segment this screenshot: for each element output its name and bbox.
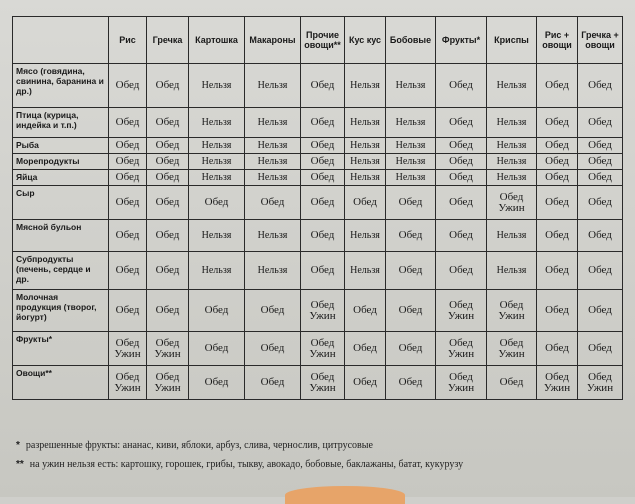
table-cell: Нельзя (245, 64, 301, 108)
table-cell: Обед (578, 108, 623, 138)
header-cell: Картошка (189, 17, 245, 64)
header-cell: Гречка (147, 17, 189, 64)
table-cell: Обед (109, 186, 147, 220)
table-cell: Обед (301, 252, 345, 290)
table-cell: Обед (386, 290, 436, 332)
table-cell: Обед (301, 220, 345, 252)
table-cell: Обед Ужин (436, 332, 487, 366)
table-cell: Нельзя (189, 170, 245, 186)
table-cell: Обед (109, 220, 147, 252)
table-cell: Нельзя (345, 220, 386, 252)
table-cell: Обед (578, 332, 623, 366)
table-cell: Обед (189, 290, 245, 332)
row-label: Мясной бульон (13, 220, 109, 252)
table-cell: Обед (345, 366, 386, 400)
table-cell: Обед (245, 290, 301, 332)
table-cell: Нельзя (189, 220, 245, 252)
table-cell: Обед (109, 138, 147, 154)
table-cell: Нельзя (345, 154, 386, 170)
table-cell: Обед Ужин (301, 290, 345, 332)
table-cell: Обед (301, 108, 345, 138)
table-cell: Нельзя (345, 170, 386, 186)
table-cell: Обед (245, 332, 301, 366)
table-cell: Нельзя (189, 64, 245, 108)
table-cell: Обед (436, 186, 487, 220)
table-cell: Обед (301, 186, 345, 220)
table-cell: Обед Ужин (537, 366, 578, 400)
table-cell: Обед (537, 332, 578, 366)
footnote-mark: * (16, 440, 20, 451)
table-cell: Обед (537, 108, 578, 138)
row-label: Овощи** (13, 366, 109, 400)
table-cell: Нельзя (245, 252, 301, 290)
table-cell: Нельзя (245, 154, 301, 170)
table-cell: Нельзя (189, 154, 245, 170)
table-cell: Обед (109, 108, 147, 138)
table-cell: Нельзя (386, 138, 436, 154)
table-row (13, 170, 623, 186)
table-cell: Обед (189, 366, 245, 400)
footnote-vegetables (16, 459, 463, 470)
table-cell: Обед (245, 366, 301, 400)
table-row (13, 252, 623, 290)
table-cell: Нельзя (189, 108, 245, 138)
header-cell: Макароны (245, 17, 301, 64)
compatibility-table (12, 16, 623, 400)
footnote-fruits (16, 440, 373, 451)
table-cell: Нельзя (245, 170, 301, 186)
header-corner (13, 17, 109, 64)
table-cell: Обед (301, 170, 345, 186)
row-label: Морепродукты (13, 154, 109, 170)
table-cell: Нельзя (189, 138, 245, 154)
footnote-text: на ужин нельзя есть: картошку, горошек, грибы, тыкву, авокадо, бобовые, баклажаны, батат, кукурузу (29, 459, 464, 470)
table-cell: Обед (578, 64, 623, 108)
table-cell: Обед (109, 290, 147, 332)
table-cell: Нельзя (386, 64, 436, 108)
table-cell: Обед (386, 366, 436, 400)
row-label: Птица (курица, индейка и т.п.) (13, 108, 109, 138)
row-label: Мясо (говядина, свинина, баранина и др.) (13, 64, 109, 108)
table-cell: Нельзя (487, 138, 537, 154)
table-cell: Обед (147, 186, 189, 220)
table-cell: Обед (147, 290, 189, 332)
table-cell: Обед (537, 170, 578, 186)
table-row (13, 332, 623, 366)
row-label: Сыр (13, 186, 109, 220)
header-cell: Криспы (487, 17, 537, 64)
table-row (13, 290, 623, 332)
table-cell: Нельзя (189, 252, 245, 290)
header-cell: Кус кус (345, 17, 386, 64)
table-cell: Нельзя (245, 220, 301, 252)
header-row (13, 17, 623, 64)
table-cell: Обед (537, 186, 578, 220)
table-cell: Нельзя (345, 108, 386, 138)
table-cell: Нельзя (345, 64, 386, 108)
table-cell: Обед (537, 252, 578, 290)
header-cell: Гречка + овощи (578, 17, 623, 64)
table-cell: Нельзя (487, 252, 537, 290)
table-cell: Обед (386, 220, 436, 252)
header-cell: Прочие овощи** (301, 17, 345, 64)
table-cell: Обед (436, 154, 487, 170)
table-cell: Обед (147, 170, 189, 186)
table-cell: Обед (147, 64, 189, 108)
table-cell: Обед (345, 332, 386, 366)
table-row (13, 154, 623, 170)
table-cell: Нельзя (487, 220, 537, 252)
table-cell: Обед (147, 138, 189, 154)
footnote-text: разрешенные фрукты: ананас, киви, яблоки, арбуз, слива, чернослив, цитрусовые (25, 440, 373, 451)
header-cell: Рис + овощи (537, 17, 578, 64)
table-cell: Обед Ужин (487, 290, 537, 332)
table-cell: Обед (436, 170, 487, 186)
table-cell: Нельзя (487, 64, 537, 108)
table-cell: Обед (345, 290, 386, 332)
table-cell: Обед (386, 252, 436, 290)
table-cell: Обед Ужин (436, 290, 487, 332)
table-cell: Нельзя (487, 170, 537, 186)
table-cell: Нельзя (245, 138, 301, 154)
table-cell: Обед (578, 170, 623, 186)
table-cell: Обед (147, 108, 189, 138)
table-cell: Обед (109, 154, 147, 170)
table-cell: Нельзя (386, 108, 436, 138)
table-cell: Нельзя (386, 154, 436, 170)
table-cell: Обед (436, 220, 487, 252)
row-label: Фрукты* (13, 332, 109, 366)
table-row (13, 64, 623, 108)
table-cell: Нельзя (386, 170, 436, 186)
table-cell: Обед (109, 170, 147, 186)
table-cell: Обед (578, 186, 623, 220)
table-cell: Обед (436, 138, 487, 154)
table-cell: Обед (578, 138, 623, 154)
table-cell: Обед (345, 186, 386, 220)
table-cell: Нельзя (345, 252, 386, 290)
table-cell: Обед Ужин (301, 332, 345, 366)
footnote-mark: ** (16, 459, 24, 470)
table-cell: Обед (189, 332, 245, 366)
table-row (13, 108, 623, 138)
table-row (13, 220, 623, 252)
table-cell: Обед (537, 138, 578, 154)
table-cell: Обед (147, 154, 189, 170)
table-cell: Обед Ужин (147, 332, 189, 366)
table-cell: Обед (537, 290, 578, 332)
header-cell: Рис (109, 17, 147, 64)
table-cell: Обед Ужин (487, 332, 537, 366)
table-row (13, 138, 623, 154)
orange-fruit-edge (285, 486, 405, 504)
header-cell: Бобовые (386, 17, 436, 64)
table-cell: Обед (386, 186, 436, 220)
table-cell: Обед (109, 64, 147, 108)
table-cell: Обед (578, 220, 623, 252)
header-cell: Фрукты* (436, 17, 487, 64)
table-cell: Обед (147, 252, 189, 290)
row-label: Субпродукты (печень, сердце и др. (13, 252, 109, 290)
table-cell: Обед (537, 154, 578, 170)
table-cell: Обед (487, 366, 537, 400)
table-cell: Обед (245, 186, 301, 220)
table-cell: Обед Ужин (109, 366, 147, 400)
table-cell: Обед Ужин (578, 366, 623, 400)
table-row (13, 186, 623, 220)
table-cell: Обед (189, 186, 245, 220)
table-cell: Обед (301, 64, 345, 108)
table-cell: Обед (578, 252, 623, 290)
row-label: Яйца (13, 170, 109, 186)
table-cell: Обед (147, 220, 189, 252)
table-cell: Нельзя (245, 108, 301, 138)
table-cell: Обед Ужин (436, 366, 487, 400)
table-cell: Нельзя (487, 154, 537, 170)
table-row (13, 366, 623, 400)
table-cell: Обед (301, 138, 345, 154)
table-cell: Обед (301, 154, 345, 170)
table-cell: Обед (386, 332, 436, 366)
table-cell: Обед (109, 252, 147, 290)
row-label: Молочная продукция (творог, йогурт) (13, 290, 109, 332)
table-cell: Обед (578, 154, 623, 170)
table-cell: Обед (436, 252, 487, 290)
table-cell: Обед (436, 64, 487, 108)
row-label: Рыба (13, 138, 109, 154)
table-cell: Обед (436, 108, 487, 138)
table-cell: Обед (578, 290, 623, 332)
table-cell: Обед Ужин (147, 366, 189, 400)
table-cell: Нельзя (345, 138, 386, 154)
table-cell: Нельзя (487, 108, 537, 138)
table-cell: Обед (537, 64, 578, 108)
table-cell: Обед (537, 220, 578, 252)
table-cell: Обед Ужин (487, 186, 537, 220)
table-cell: Обед Ужин (301, 366, 345, 400)
table-cell: Обед Ужин (109, 332, 147, 366)
